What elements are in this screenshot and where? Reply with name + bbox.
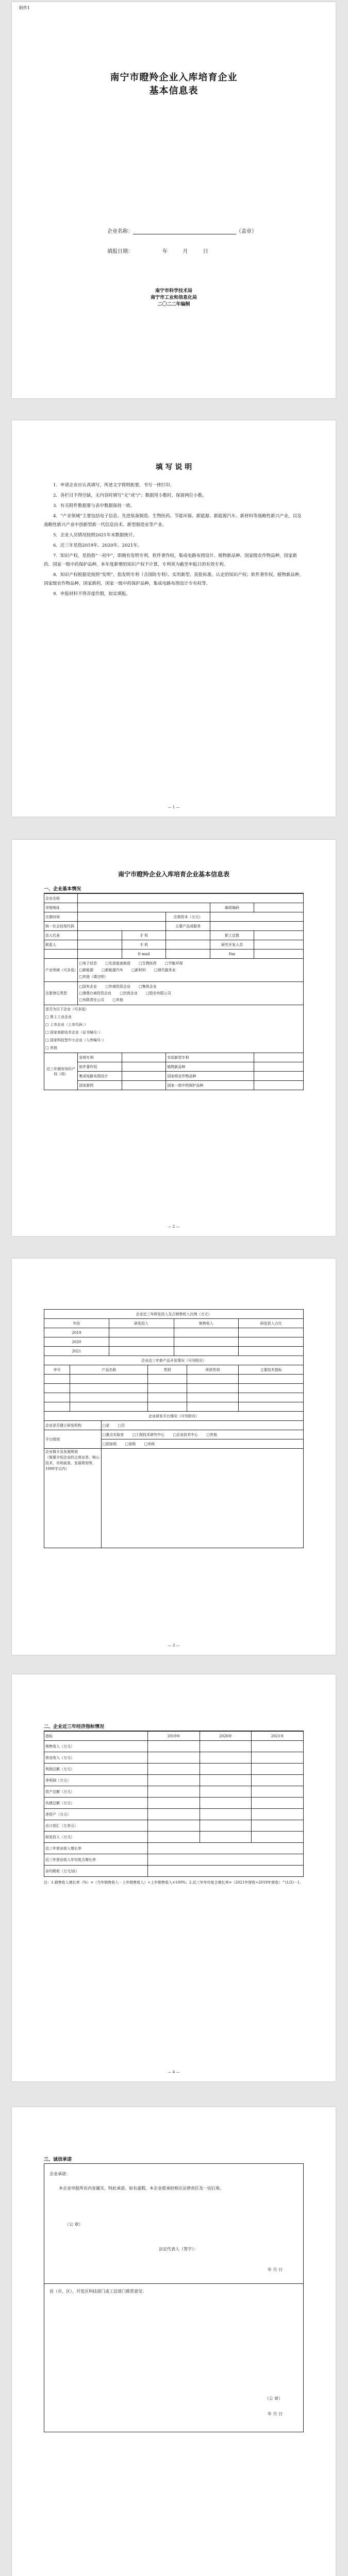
ip-item: 软件著作权 xyxy=(78,1062,122,1072)
ip-item: 国家级农作物品种 xyxy=(166,1072,254,1081)
ip-item: 国家一级中药保护品种 xyxy=(166,1081,254,1090)
prod-cell[interactable] xyxy=(44,1393,70,1402)
recommend-opinion-label: 县（市、区）、开发区科技部门或工信部门推荐意见： xyxy=(49,2289,146,2294)
recommend-seal: （公 章） xyxy=(264,2396,283,2401)
instructions-list xyxy=(44,481,304,600)
day-label: 日 xyxy=(203,249,208,255)
phone2-input[interactable] xyxy=(166,940,210,950)
platform-section-title: 企业研发平台情况（可另附页） xyxy=(44,1412,304,1421)
company-name-label: 企业名称： xyxy=(107,229,133,234)
finance-col-year: 2021年 xyxy=(252,1732,304,1741)
seal-label: （盖章） xyxy=(236,229,257,234)
email-input[interactable] xyxy=(166,950,210,959)
prod-cell[interactable] xyxy=(187,1393,239,1402)
label-contact: 联系人 xyxy=(44,940,78,950)
ent-type-option[interactable]: □港澳台商投资企业 xyxy=(79,991,111,995)
instruction-item: 8．知识产权根据是按照“发明”，指发明专利（含国防专利）、实用新型、获批标准，认定的知识产权；软件著作权，植物新品种，国家级农作物品种，国家新药，国家一级中药保护品种，集成电路布图设计专有权等。 xyxy=(44,572,304,586)
platform-level-label: 平台级别 xyxy=(44,1430,102,1449)
declaration-seal: （公 章） xyxy=(65,2222,83,2227)
instruction-item: 7．知识产权，是指指“一初中”，即拥有发明专利，软件著作权，集成电路布图设计、植物新品种、国家级农作物品种，国家新药、国家一级中药保护品种，本年度新增的知识产权不计算，专利须为截至申报日的有效专利。 xyxy=(44,553,297,567)
platform-levels xyxy=(101,1439,303,1449)
platform-type-option[interactable]: □其他 xyxy=(206,1432,217,1437)
label-staff: 职工总数 xyxy=(210,931,254,940)
finance-row-label: 净资产（万元） xyxy=(44,1809,148,1820)
finance-col-year: 2019年 xyxy=(148,1732,200,1741)
declaration-page xyxy=(12,2107,336,2576)
finance-cell[interactable] xyxy=(148,1775,200,1786)
label-main-products: 主要产品或服务 xyxy=(166,922,210,931)
platform-level-option[interactable]: □省级 xyxy=(125,1442,136,1446)
cert-block xyxy=(44,1005,304,1053)
rd-cell[interactable] xyxy=(239,1337,304,1347)
ip-value[interactable] xyxy=(254,1081,304,1090)
rd-cell[interactable] xyxy=(109,1328,174,1337)
platform-label: 企业是否建立研发机构 xyxy=(44,1421,102,1430)
label-phone: 手 机 xyxy=(122,931,166,940)
phone-input[interactable] xyxy=(166,931,210,940)
ip-value[interactable] xyxy=(254,1053,304,1062)
platform-yesno xyxy=(101,1421,303,1430)
industry-option[interactable]: □节能环保 xyxy=(164,961,183,965)
finance-cell[interactable] xyxy=(252,1741,304,1752)
finance-cell[interactable] xyxy=(252,1820,304,1832)
rd-col: 年份 xyxy=(44,1319,109,1328)
prod-cell[interactable] xyxy=(239,1384,304,1393)
cover-title-line2: 基本信息表 xyxy=(149,86,198,96)
company-name-field[interactable] xyxy=(107,227,257,234)
finance-cell[interactable] xyxy=(200,1832,252,1843)
instructions-page xyxy=(12,420,336,817)
prod-col: 产品名称 xyxy=(70,1365,148,1375)
legal-rep-input[interactable] xyxy=(78,931,122,940)
ip-item: 集成电路布图设计 xyxy=(78,1072,122,1081)
platform-type-option[interactable]: □工程技术研究中心 xyxy=(132,1432,165,1437)
industry-option[interactable]: □新能源汽车 xyxy=(102,968,123,972)
instructions-title: 填 写 说 明 xyxy=(155,463,192,471)
industry-options xyxy=(78,959,304,982)
finance-cell[interactable] xyxy=(200,1752,252,1764)
reg-capital-input[interactable] xyxy=(210,912,303,922)
ip-item: 实用新型专利 xyxy=(166,1053,254,1062)
platform-level-option[interactable]: □市级 xyxy=(144,1442,155,1446)
finance-cell[interactable] xyxy=(252,1809,304,1820)
rd-cell[interactable] xyxy=(109,1337,174,1347)
staff-input[interactable] xyxy=(254,931,304,940)
finance-row-label: 近三年营业收入增长率 xyxy=(44,1843,148,1854)
issuer-1: 南宁市科学技术局 xyxy=(155,289,192,294)
ip-value[interactable] xyxy=(122,1072,166,1081)
platform-no[interactable]: □否 xyxy=(118,1423,125,1428)
cover-title-line1: 南宁市瞪羚企业入库培育企业 xyxy=(110,72,238,83)
rd-table xyxy=(44,1309,304,1356)
platform-type-option[interactable]: □企业技术中心 xyxy=(173,1432,198,1437)
label-address: 详细地址 xyxy=(44,903,78,912)
prod-cell[interactable] xyxy=(44,1402,70,1412)
prod-cell[interactable] xyxy=(148,1402,187,1412)
basic-info-page xyxy=(12,840,336,1236)
finance-cell[interactable] xyxy=(148,1786,200,1798)
declaration-text: 本企业申报所有内容属实，特此承诺。如有虚假，本企业愿承担相应法律责任及一切后果。 xyxy=(59,2186,224,2191)
ent-type-option[interactable]: □股份有限公司 xyxy=(146,991,171,995)
month-label: 月 xyxy=(183,249,188,255)
finance-row-label: 负债总额（万元） xyxy=(44,1798,148,1809)
reg-date-input[interactable] xyxy=(78,912,166,922)
prod-cell[interactable] xyxy=(148,1375,187,1384)
platform-level-option[interactable]: □国家级 xyxy=(102,1442,117,1446)
prod-cell[interactable] xyxy=(187,1402,239,1412)
finance-row-label: 利润总额（万元） xyxy=(44,1764,148,1775)
instruction-item: 3．有关附件数据要与表中数据保持一致。 xyxy=(53,503,135,509)
finance-cell[interactable] xyxy=(252,1764,304,1775)
ent-type-option[interactable]: □外商投资企业 xyxy=(105,984,130,989)
finance-cell[interactable] xyxy=(200,1809,252,1820)
finance-cell[interactable] xyxy=(252,1752,304,1764)
finance-cell[interactable] xyxy=(200,1741,252,1752)
recommend-date: 年 月 日 xyxy=(267,2412,283,2416)
finance-cell[interactable] xyxy=(252,1832,304,1843)
section-basic: 一、企业基本情况 xyxy=(44,884,304,893)
finance-row-label: 销售收入（万元） xyxy=(44,1741,148,1752)
finance-col-item: 指标 xyxy=(44,1732,148,1741)
finance-cell[interactable] xyxy=(200,1764,252,1775)
finance-cell[interactable] xyxy=(148,1854,304,1866)
finance-cell[interactable] xyxy=(200,1820,252,1832)
label-email: E-mail xyxy=(122,950,166,959)
instruction-item: 6．近三年是指2019年、2020年、2021年。 xyxy=(53,543,142,548)
label-company-name: 企业名称 xyxy=(44,894,78,903)
declaration-company-label: 企业承诺： xyxy=(49,2172,70,2176)
industry-option[interactable]: □其他（请注明） xyxy=(79,974,108,979)
basic-info-table xyxy=(44,893,304,1090)
rd-cell[interactable] xyxy=(239,1347,304,1356)
rd-col: 销售收入 xyxy=(174,1319,239,1328)
year-label: 年 xyxy=(162,249,168,255)
rd-section-title: 企业近三年研发投入及占销售收入比例（万元） xyxy=(44,1310,304,1319)
products-table xyxy=(44,1355,304,1412)
rd-cell[interactable] xyxy=(174,1337,239,1347)
platform-table xyxy=(44,1411,304,1548)
finance-row-label: 营业收入（万元） xyxy=(44,1752,148,1764)
cover-page xyxy=(12,2,336,398)
prod-cell[interactable] xyxy=(148,1393,187,1402)
intro-hint: （简要介绍企业的主营业务、核心技术、市场前景、发展规划等，1000字以内） xyxy=(45,1455,100,1471)
prod-cell[interactable] xyxy=(187,1375,239,1384)
fill-date-field[interactable] xyxy=(107,247,208,255)
page-number: — 2 — xyxy=(168,1225,180,1229)
declaration-section-title: 三、诚信承诺 xyxy=(44,2155,304,2164)
cert-option[interactable]: □ 国家科技型中小企业（入库编号：） xyxy=(45,1038,106,1042)
postcode-input[interactable] xyxy=(254,903,304,912)
issuer-block xyxy=(12,288,336,308)
legal-rep-sign-label: 法定代表人（签字）： xyxy=(159,2247,198,2251)
contact-input[interactable] xyxy=(78,940,122,950)
finance-cell[interactable] xyxy=(252,1775,304,1786)
main-products-input[interactable] xyxy=(210,922,303,931)
ip-value[interactable] xyxy=(254,1072,304,1081)
ip-value[interactable] xyxy=(122,1081,166,1090)
cert-option[interactable]: □ 国家高新技术企业（证书编号：） xyxy=(45,1030,103,1035)
rd-staff-input[interactable] xyxy=(254,940,304,950)
rd-cell[interactable] xyxy=(109,1347,174,1356)
prod-cell[interactable] xyxy=(187,1384,239,1393)
page-number: — 3 — xyxy=(168,1643,180,1648)
ip-item: 发明专利 xyxy=(78,1053,122,1062)
label-reg-date: 注册时间 xyxy=(44,912,78,922)
finance-row-label: 亩均税收（万元/亩） xyxy=(44,1866,148,1877)
industry-option[interactable]: □生物医药 xyxy=(139,961,157,965)
cert-option[interactable]: □ 上市企业（上市代码：） xyxy=(45,1023,88,1027)
platform-yes[interactable]: □是 xyxy=(102,1423,110,1428)
industry-option[interactable]: □新能源 xyxy=(79,968,93,972)
industry-option[interactable]: □新材料 xyxy=(131,968,146,972)
finance-row-label: 研发投入（万元） xyxy=(44,1832,148,1843)
finance-cell[interactable] xyxy=(148,1752,200,1764)
fill-date-label: 填报日期： xyxy=(107,249,133,255)
prod-cell[interactable] xyxy=(239,1402,304,1412)
ip-item: 植物新品种 xyxy=(166,1062,254,1072)
products-section-title: 企业近三年新产品开发情况（可另附页） xyxy=(44,1356,304,1365)
intro-label-cell xyxy=(44,1449,102,1548)
rd-col: 研发投入占比 xyxy=(239,1319,304,1328)
instruction-item: 5．企业人员情况按照2021年末数据统计。 xyxy=(53,533,138,538)
finance-note: 注：1.销售收入增长率（%）=（当年销售收入－上年销售收入）÷上年销售收入×100%；2.近三年年均复合增长率=（2021年营收÷2019年营收）^(1/2)－1。 xyxy=(44,1880,304,1885)
finance-cell[interactable] xyxy=(148,1866,304,1877)
finance-row-label: 净利润（万元） xyxy=(44,1775,148,1786)
prod-cell[interactable] xyxy=(70,1375,148,1384)
prod-cell[interactable] xyxy=(239,1393,304,1402)
finance-section-title: 二、企业近三年经济指标情况 xyxy=(44,1722,304,1731)
rd-cell[interactable] xyxy=(174,1347,239,1356)
issue-date: 二〇二二年编制 xyxy=(157,302,190,307)
finance-row-label: 近三年营业收入年均复合增长率 xyxy=(44,1854,148,1866)
label-credit-code: 统一社会信用代码 xyxy=(44,922,78,931)
legal-rep-sign[interactable] xyxy=(159,2246,198,2252)
prod-cell[interactable] xyxy=(70,1393,148,1402)
instruction-item: 2．各栏目不得空缺，无内容时填写“无”或“/”；数据用小数时，保留两位小数。 xyxy=(53,493,207,498)
rd-year: 2021 xyxy=(44,1347,109,1356)
prod-cell[interactable] xyxy=(44,1375,70,1384)
credit-code-input[interactable] xyxy=(78,922,166,931)
ent-type-option[interactable]: □民营企业 xyxy=(120,991,138,995)
label-ent-type: 注册登记类型 xyxy=(44,982,78,1005)
finance-col-year: 2020年 xyxy=(200,1732,252,1741)
ent-type-option[interactable]: □其他 xyxy=(112,997,123,1002)
prod-cell[interactable] xyxy=(239,1375,304,1384)
instruction-item: 1．申请企业应认真填写，所述文字简明扼要，书写一律打印。 xyxy=(53,483,174,488)
finance-cell[interactable] xyxy=(148,1741,200,1752)
finance-cell[interactable] xyxy=(148,1820,200,1832)
label-reg-capital: 注册资本（万元） xyxy=(166,912,210,922)
finance-cell[interactable] xyxy=(200,1798,252,1809)
finance-cell[interactable] xyxy=(200,1775,252,1786)
prod-cell[interactable] xyxy=(44,1384,70,1393)
page-number: — 4 — xyxy=(168,2070,180,2074)
label-ip: 近三年拥有知识产权（项） xyxy=(44,1053,78,1090)
finance-cell[interactable] xyxy=(252,1786,304,1798)
finance-cell[interactable] xyxy=(148,1798,200,1809)
cert-option[interactable]: □ 规上工业企业 xyxy=(45,1015,72,1019)
label-phone2: 手 机 xyxy=(122,940,166,950)
finance-cell[interactable] xyxy=(200,1786,252,1798)
intro-textarea[interactable] xyxy=(101,1449,303,1548)
ip-value[interactable] xyxy=(122,1062,166,1072)
company-name-input[interactable] xyxy=(78,894,304,903)
page-number: — 1 — xyxy=(168,805,180,809)
declaration-box xyxy=(44,2164,304,2432)
industry-option[interactable]: □先进装备制造 xyxy=(105,961,130,965)
ent-type-option[interactable]: □集体企业 xyxy=(139,984,157,989)
ip-value[interactable] xyxy=(122,1053,166,1062)
label-legal-rep: 法人代表 xyxy=(44,931,78,940)
industry-option[interactable]: □现代服务业 xyxy=(154,968,176,972)
platform-type-option[interactable]: □重点实验室 xyxy=(102,1432,124,1437)
ent-type-options xyxy=(78,982,304,1005)
cert-label: 是否为以下企业（可多选） xyxy=(45,1007,89,1011)
cert-option[interactable]: □ 其他 xyxy=(45,1046,57,1050)
rd-year: 2019 xyxy=(44,1328,109,1337)
issuer-2: 南宁市工业和信息化局 xyxy=(150,295,197,300)
rd-cell[interactable] xyxy=(174,1328,239,1337)
label-industry: 产业领域（可多选） xyxy=(44,959,78,982)
prod-cell[interactable] xyxy=(70,1402,148,1412)
prod-col: 序号 xyxy=(44,1365,70,1375)
annex-label: 附件1 xyxy=(19,6,30,10)
prod-cell[interactable] xyxy=(148,1384,187,1393)
finance-row-label: 出口创汇（万美元） xyxy=(44,1820,148,1832)
finance-cell[interactable] xyxy=(148,1832,200,1843)
rd-year: 2020 xyxy=(44,1337,109,1347)
prod-col: 类别 xyxy=(148,1365,187,1375)
finance-cell[interactable] xyxy=(148,1843,304,1854)
finance-row-label: 资产总额（万元） xyxy=(44,1786,148,1798)
platform-types xyxy=(101,1430,303,1439)
rd-cell[interactable] xyxy=(239,1328,304,1337)
ent-type-option[interactable]: □国有企业 xyxy=(79,984,97,989)
address-input[interactable] xyxy=(78,903,210,912)
finance-cell[interactable] xyxy=(148,1809,200,1820)
label-fax: Fax xyxy=(210,950,254,959)
ip-value[interactable] xyxy=(254,1062,304,1072)
instruction-item: 9．申报材料不得弄虚作假，如实填报。 xyxy=(53,591,130,597)
rd-col: 研发投入 xyxy=(109,1319,174,1328)
form-title: 南宁市瞪羚企业入库培育企业基本信息表 xyxy=(118,871,229,878)
declaration-date: 年 月 日 xyxy=(267,2267,283,2272)
intro-label: 企业简介及发展规划 xyxy=(45,1450,78,1454)
finance-cell[interactable] xyxy=(252,1798,304,1809)
ip-item: 国家新药 xyxy=(78,1081,122,1090)
label-postcode: 邮政编码 xyxy=(210,903,254,912)
finance-page xyxy=(12,1674,336,2081)
prod-col: 主要技术指标 xyxy=(239,1365,304,1375)
instruction-item: 4．“产业领域”主要包括电子信息、先进装备制造、生物医药、节能环保、新能源、新能源汽车、新材料等战略性新兴产业，以及战略性新兴产业中创新型新一代信息技术、新型制造业等产业。 xyxy=(44,514,302,528)
prod-col: 所获奖项 xyxy=(187,1365,239,1375)
ent-type-option[interactable]: □有限责任公司 xyxy=(79,997,104,1002)
prod-cell[interactable] xyxy=(70,1384,148,1393)
fax-input[interactable] xyxy=(254,950,304,959)
label-rd-staff: 研究开发人员 xyxy=(210,940,254,950)
finance-cell[interactable] xyxy=(148,1764,200,1775)
finance-table xyxy=(44,1731,304,1877)
rd-page xyxy=(12,1259,336,1655)
industry-option[interactable]: □电子信息 xyxy=(79,961,97,965)
